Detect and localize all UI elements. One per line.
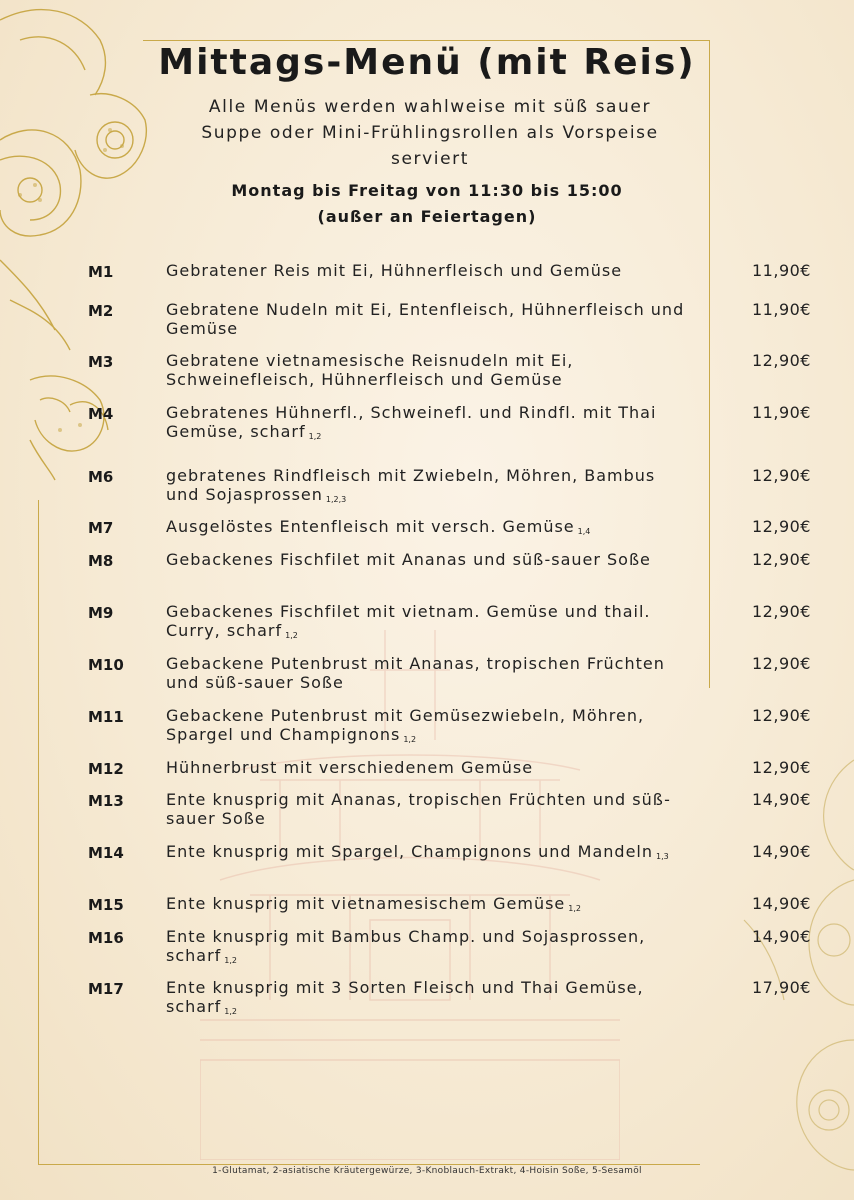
menu-item-price: 12,90€ [752,758,811,777]
menu-item-description-text: Ente knusprig mit Bambus Champ. und Sojasprossen, scharf [166,927,646,965]
menu-item-code: M6 [88,468,114,486]
opening-hours-line2: (außer an Feiertagen) [317,207,537,226]
menu-item-allergens: 1,2 [568,904,582,913]
menu-item-description-text: Gebackene Putenbrust mit Ananas, tropischen Früchten und süß-sauer Soße [166,654,665,692]
menu-item-code: M8 [88,552,114,570]
menu-item-code: M17 [88,980,124,998]
menu-subtitle: Alle Menüs werden wahlweise mit süß sauer Suppe oder Mini-Frühlingsrollen als Vorspeise serviert [201,97,659,169]
menu-item-price: 11,90€ [752,261,811,280]
menu-item-description [166,517,686,541]
menu-item-description-text: Ente knusprig mit 3 Sorten Fleisch und Thai Gemüse, scharf [166,978,644,1016]
menu-item-description [166,351,686,389]
menu-item-allergens: 1,2 [224,1007,238,1016]
menu-item-description [166,790,686,828]
menu-item-description [166,842,686,866]
menu-item-description [166,602,686,645]
menu-item-description [166,706,686,749]
menu-item-description-text: Ente knusprig mit Spargel, Champignons und Mandeln [166,842,653,861]
menu-item-description-text: Gebratene Nudeln mit Ei, Entenfleisch, Hühnerfleisch und Gemüse [166,300,685,338]
menu-item-price: 14,90€ [752,842,811,861]
menu-item-code: M1 [88,263,114,281]
menu-item-description-text: Ente knusprig mit Ananas, tropischen Früchten und süß-sauer Soße [166,790,671,828]
menu-item-description-text: Gebratene vietnamesische Reisnudeln mit Ei, Schweinefleisch, Hühnerfleisch und Gemüse [166,351,574,389]
menu-item-code: M3 [88,353,114,371]
menu-item-price: 12,90€ [752,654,811,673]
menu-item-description-text: Gebackene Putenbrust mit Gemüsezwiebeln, Möhren, Spargel und Champignons [166,706,645,744]
menu-item-code: M13 [88,792,124,810]
menu-item-description-text: Gebackenes Fischfilet mit vietnam. Gemüse und thail. Curry, scharf [166,602,651,640]
menu-item-description [166,550,686,569]
menu-item-description-text: Gebratener Reis mit Ei, Hühnerfleisch und Gemüse [166,261,623,280]
menu-item-code: M7 [88,519,114,537]
menu-item-code: M10 [88,656,124,674]
menu-item-description-text: Gebackenes Fischfilet mit Ananas und süß-sauer Soße [166,550,651,569]
menu-item-allergens: 1,2 [285,631,298,640]
menu-item-price: 12,90€ [752,550,811,569]
menu-item-price: 12,90€ [752,602,811,621]
menu-item-allergens: 1,2,3 [325,495,347,504]
menu-item-description-text: Ente knusprig mit vietnamesischem Gemüse [166,894,566,913]
menu-item-price: 12,90€ [752,517,811,536]
menu-item-allergens: 1,2 [224,956,238,965]
allergen-legend: 1-Glutamat, 2-asiatische Kräutergewürze, 3-Knoblauch-Extrakt, 4-Hoisin Soße, 5-Sesamöl [212,1166,642,1176]
gold-floral-decoration-right [724,740,854,1200]
menu-item-price: 17,90€ [752,978,811,997]
menu-item-description [166,758,686,777]
menu-item-price: 11,90€ [752,403,811,422]
menu-item-description [166,403,686,446]
menu-item-description-text: gebratenes Rindfleisch mit Zwiebeln, Möhren, Bambus und Sojasprossen [166,466,656,504]
menu-item-price: 14,90€ [752,894,811,913]
menu-item-code: M16 [88,929,124,947]
menu-item-description-text: Ausgelöstes Entenfleisch mit versch. Gemüse [166,517,575,536]
frame-line-right [709,40,710,688]
frame-line-bottom [38,1164,700,1165]
menu-item-code: M11 [88,708,124,726]
menu-item-code: M2 [88,302,114,320]
menu-item-code: M9 [88,604,114,622]
menu-item-price: 14,90€ [752,927,811,946]
menu-item-allergens: 1,2 [403,735,417,744]
opening-hours [0,178,854,230]
menu-item-code: M14 [88,844,124,862]
menu-item-description [166,927,686,970]
menu-item-allergens: 1,2 [308,432,322,441]
menu-item-price: 14,90€ [752,790,811,809]
menu-item-description [166,300,686,338]
menu-item-price: 12,90€ [752,351,811,370]
menu-item-code: M12 [88,760,124,778]
menu-item-code: M4 [88,405,114,423]
menu-item-description [166,654,686,692]
frame-line-left [38,500,39,1164]
menu-item-description [166,261,686,280]
menu-item-code: M15 [88,896,124,914]
frame-line-top [143,40,709,41]
menu-item-description-text: Gebratenes Hühnerfl., Schweinefl. und Rindfl. mit Thai Gemüse, scharf [166,403,657,441]
opening-hours-line1: Montag bis Freitag von 11:30 bis 15:00 [231,181,623,200]
menu-item-price: 11,90€ [752,300,811,319]
menu-item-price: 12,90€ [752,706,811,725]
menu-item-price: 12,90€ [752,466,811,485]
menu-item-description-text: Hühnerbrust mit verschiedenem Gemüse [166,758,534,777]
menu-item-description [166,894,686,918]
menu-item-description [166,978,686,1021]
menu-item-allergens: 1,4 [577,527,591,536]
menu-item-allergens: 1,3 [656,852,669,861]
menu-item-description [166,466,686,509]
menu-title: Mittags-Menü (mit Reis) [158,42,696,83]
